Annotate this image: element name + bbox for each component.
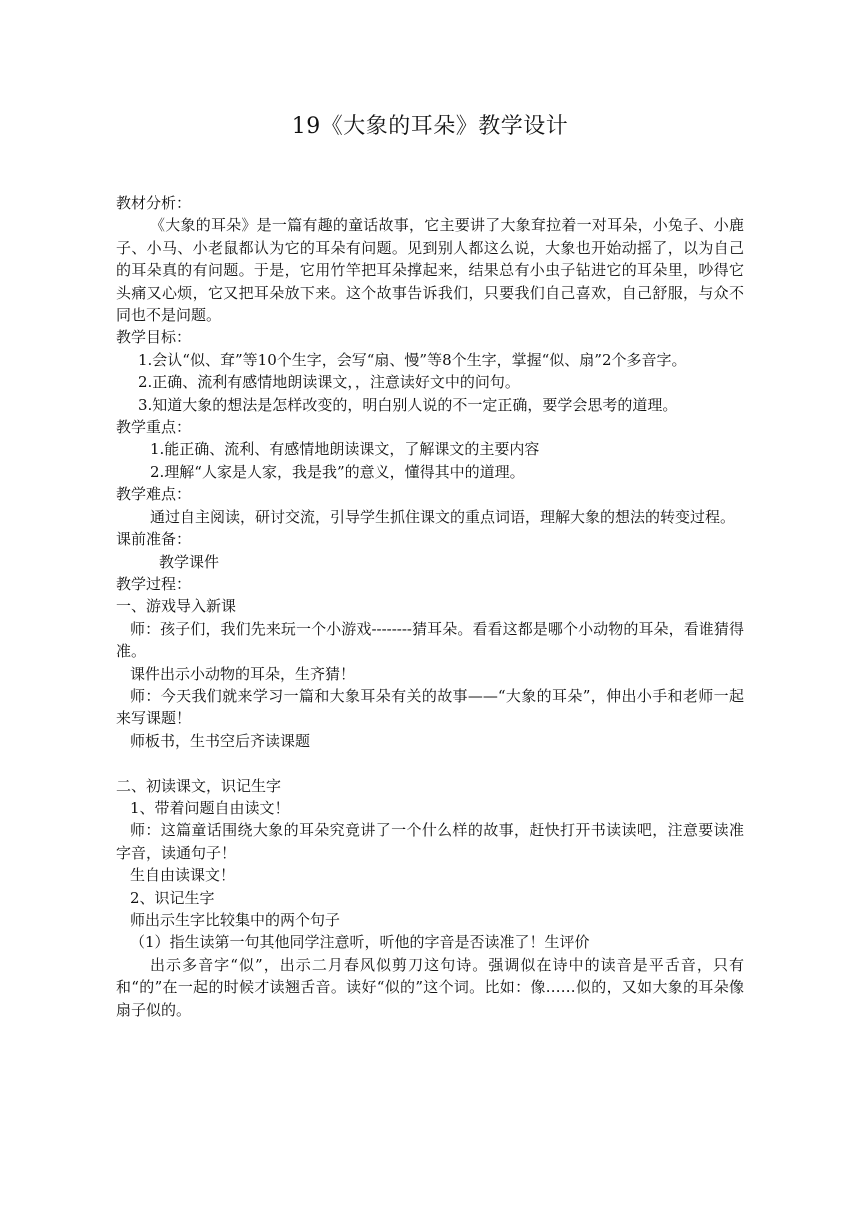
goal-item-3: 3.知道大象的想法是怎样改变的，明白别人说的不一定正确，要学会思考的道理。 xyxy=(138,395,678,414)
goals-heading: 教学目标： xyxy=(116,328,192,347)
part2-paragraph-5: 出示多音字“似”，出示二月春风似剪刀这句诗。强调似在诗中的读音是平舌音，只有和“的”在一起的时候才读翘舌音。读好“似的”这个词。比如：像……似的，又如大象的耳朵像扇子似的。 xyxy=(116,955,744,1019)
key-point-2: 2.理解“人家是人家，我是我”的意义，懂得其中的道理。 xyxy=(150,462,525,481)
part2-paragraph-4: （1）指生读第一句其他同学注意听，听他的字音是否读准了！生评价 xyxy=(130,933,590,952)
goal-item-1: 1.会认“似、耷”等10个生字，会写“扇、慢”等8个生字，掌握“似、扇”2个多音字。 xyxy=(138,350,687,369)
part2-subheading-2: 2、识记生字 xyxy=(130,888,215,907)
preparation-text: 教学课件 xyxy=(159,552,220,571)
part1-paragraph-2: 课件出示小动物的耳朵，生齐猜！ xyxy=(130,664,356,683)
part2-paragraph-2: 生自由读课文！ xyxy=(130,866,236,885)
difficulty-heading: 教学难点： xyxy=(116,485,192,504)
material-paragraph: 《大象的耳朵》是一篇有趣的童话故事，它主要讲了大象耷拉着一对耳朵，小兔子、小鹿子、小马、小老鼠都认为它的耳朵有问题。见到别人都这么说，大象也开始动摇了，以为自己的耳朵真的有问题。于是，它用竹竿把耳朵撑起来，结果总有小虫子钻进它的耳朵里，吵得它头痛又心烦，它又把耳朵放下来。这个故事告诉我们，只要我们自己喜欢，自己舒服，与众不同也不是问题。 xyxy=(116,216,744,325)
material-heading: 教材分析： xyxy=(116,194,192,212)
preparation-heading: 课前准备： xyxy=(116,530,192,549)
document-title: 19《大象的耳朵》教学设计 xyxy=(291,114,569,139)
goal-item-2: 2.正确、流利有感情地朗读课文，，注意读好文中的问句。 xyxy=(138,373,520,392)
part2-heading: 二、初读课文，识记生字 xyxy=(116,776,282,795)
document-body xyxy=(116,192,744,1021)
part1-paragraph-4: 师板书，生书空后齐读课题 xyxy=(130,731,311,750)
part1-paragraph-3: 师：今天我们就来学习一篇和大象耳朵有关的故事——“大象的耳朵”，伸出小手和老师一起来写课题！ xyxy=(116,686,744,728)
part2-paragraph-1: 师：这篇童话围绕大象的耳朵究竟讲了一个什么样的故事，赶快打开书读读吧，注意要读准字音，读通句子！ xyxy=(116,821,744,862)
part2-paragraph-3: 师出示生字比较集中的两个句子 xyxy=(130,910,341,929)
key-point-1: 1.能正确、流利、有感情地朗读课文，了解课文的主要内容 xyxy=(150,440,540,459)
blank-line xyxy=(116,752,744,774)
process-heading: 教学过程： xyxy=(116,574,192,593)
part1-paragraph-1: 师：孩子们，我们先来玩一个小游戏--------猜耳朵。看看这都是哪个小动物的耳朵，看谁猜得准。 xyxy=(116,619,744,661)
part2-subheading-1: 1、带着问题自由读文！ xyxy=(130,798,290,817)
part1-heading: 一、游戏导入新课 xyxy=(116,597,237,616)
key-points-heading: 教学重点： xyxy=(116,418,192,437)
difficulty-paragraph: 通过自主阅读，研讨交流，引导学生抓住课文的重点词语，理解大象的想法的转变过程。 xyxy=(150,507,736,526)
